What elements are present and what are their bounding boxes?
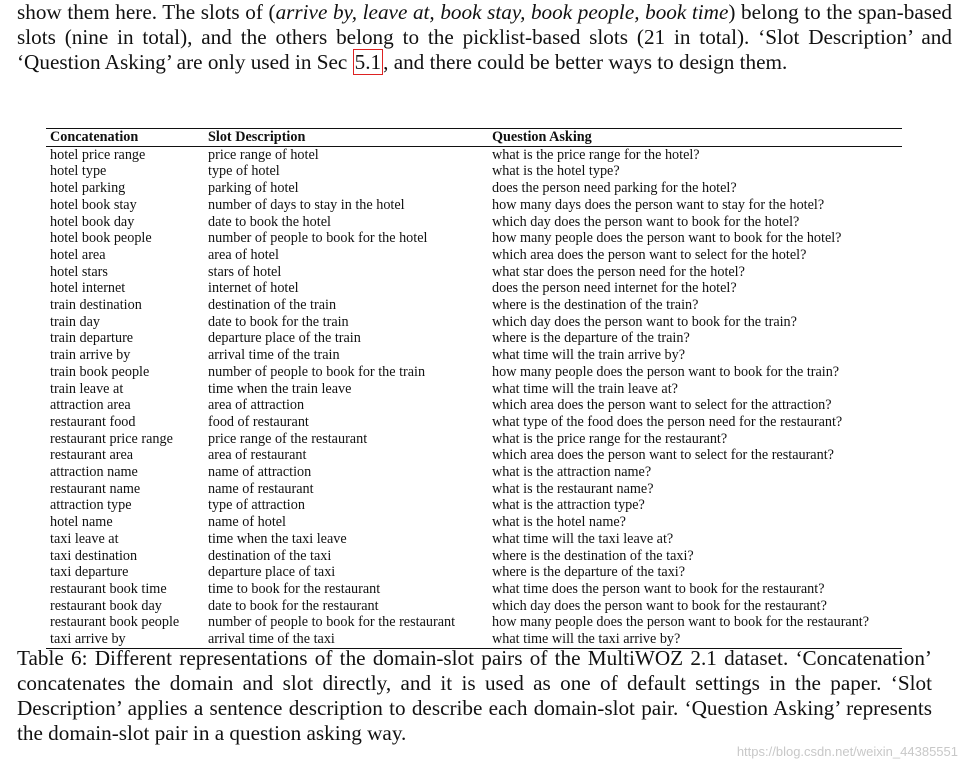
table-header-row xyxy=(46,129,902,147)
cell-question-asking: what is the price range for the hotel? xyxy=(492,146,700,163)
cell-question-asking: does the person need parking for the hotel? xyxy=(492,180,737,197)
cell-concatenation: restaurant area xyxy=(50,447,134,464)
cell-question-asking: what is the hotel name? xyxy=(492,514,626,531)
cell-slot-description: price range of the restaurant xyxy=(208,430,368,447)
header-slot-description: Slot Description xyxy=(204,129,488,147)
table-row xyxy=(46,514,902,531)
cell-slot-description: time when the taxi leave xyxy=(208,530,347,547)
cell-slot-description: destination of the taxi xyxy=(208,547,332,564)
watermark-url: https://blog.csdn.net/weixin_44385551 xyxy=(736,744,958,759)
cell-question-asking: how many people does the person want to book for the hotel? xyxy=(492,230,842,247)
cell-slot-description: arrival time of the taxi xyxy=(204,631,488,648)
table-row xyxy=(46,180,902,197)
cell-concatenation: train book people xyxy=(50,363,150,380)
cell-question-asking: where is the destination of the train? xyxy=(492,297,699,314)
cell-concatenation: train arrive by xyxy=(50,347,131,364)
cell-question-asking: how many people does the person want to book for the restaurant? xyxy=(492,614,870,631)
cell-question-asking: what is the restaurant name? xyxy=(492,480,654,497)
cell-slot-description: parking of hotel xyxy=(208,180,299,197)
intro-text-start: show them here. The slots of ( xyxy=(17,0,276,24)
table-row xyxy=(46,381,902,398)
cell-concatenation: attraction type xyxy=(50,497,132,514)
cell-concatenation: taxi destination xyxy=(50,547,138,564)
intro-paragraph xyxy=(17,0,952,75)
cell-slot-description: name of restaurant xyxy=(208,480,314,497)
header-concatenation: Concatenation xyxy=(46,129,204,147)
cell-slot-description: type of hotel xyxy=(208,163,280,180)
table-body xyxy=(46,146,902,648)
cell-question-asking: which area does the person want to select for the attraction? xyxy=(492,397,832,414)
table-row xyxy=(46,197,902,214)
cell-concatenation: restaurant book time xyxy=(50,580,167,597)
cell-concatenation: restaurant food xyxy=(50,413,136,430)
cell-concatenation: hotel parking xyxy=(50,180,126,197)
cell-concatenation: hotel book day xyxy=(50,213,135,230)
table-row xyxy=(46,247,902,264)
table-row xyxy=(46,447,902,464)
cell-question-asking: what is the attraction name? xyxy=(492,464,652,481)
cell-concatenation: train day xyxy=(50,313,101,330)
cell-slot-description: departure place of the train xyxy=(208,330,361,347)
table-row xyxy=(46,397,902,414)
table-row xyxy=(46,464,902,481)
cell-concatenation: hotel name xyxy=(50,514,113,531)
cell-question-asking: what is the hotel type? xyxy=(492,163,620,180)
cell-question-asking: what is the attraction type? xyxy=(492,497,645,514)
table-row xyxy=(46,414,902,431)
cell-slot-description: time to book for the restaurant xyxy=(208,580,381,597)
cell-slot-description: arrival time of the train xyxy=(208,347,340,364)
cell-concatenation: attraction name xyxy=(50,464,138,481)
cell-concatenation: hotel price range xyxy=(50,146,146,163)
cell-slot-description: number of people to book for the restaurant xyxy=(208,614,456,631)
slot-representation-table xyxy=(46,128,902,649)
cell-slot-description: date to book for the train xyxy=(208,313,349,330)
cell-concatenation: restaurant price range xyxy=(50,430,173,447)
cell-question-asking: what time will the taxi leave at? xyxy=(492,530,674,547)
table-row xyxy=(46,564,902,581)
cell-concatenation: train destination xyxy=(50,297,142,314)
table-row xyxy=(46,163,902,180)
cell-slot-description: type of attraction xyxy=(208,497,305,514)
cell-question-asking: does the person need internet for the hotel? xyxy=(492,280,737,297)
cell-question-asking: what time will the train arrive by? xyxy=(492,347,686,364)
cell-concatenation: restaurant name xyxy=(50,480,141,497)
cell-question-asking: which day does the person want to book for the hotel? xyxy=(492,213,800,230)
cell-slot-description: destination of the train xyxy=(208,297,337,314)
table-row xyxy=(46,481,902,498)
table-row xyxy=(46,614,902,631)
cell-concatenation: hotel area xyxy=(50,246,106,263)
table-row xyxy=(46,581,902,598)
table-row xyxy=(46,146,902,163)
cell-concatenation: attraction area xyxy=(50,397,131,414)
cell-slot-description: area of hotel xyxy=(208,246,279,263)
cell-question-asking: which day does the person want to book for the train? xyxy=(492,313,797,330)
cell-concatenation: restaurant book day xyxy=(50,597,162,614)
cell-question-asking: what star does the person need for the hotel? xyxy=(492,263,745,280)
table-row xyxy=(46,347,902,364)
cell-question-asking: which area does the person want to select for the hotel? xyxy=(492,246,807,263)
cell-concatenation: taxi leave at xyxy=(50,530,119,547)
cell-concatenation: train departure xyxy=(50,330,134,347)
cell-slot-description: food of restaurant xyxy=(208,413,309,430)
cell-concatenation: train leave at xyxy=(50,380,124,397)
cell-slot-description: area of restaurant xyxy=(208,447,307,464)
cell-slot-description: date to book the hotel xyxy=(208,213,331,230)
cell-slot-description: stars of hotel xyxy=(208,263,282,280)
cell-question-asking: where is the departure of the train? xyxy=(492,330,690,347)
cell-question-asking: what time will the taxi arrive by? xyxy=(488,631,902,648)
table-row xyxy=(46,548,902,565)
cell-slot-description: time when the train leave xyxy=(208,380,352,397)
table-row xyxy=(46,314,902,331)
cell-question-asking: how many people does the person want to book for the train? xyxy=(492,363,840,380)
table-row xyxy=(46,280,902,297)
intro-text-end: , and there could be better ways to design them. xyxy=(383,50,788,74)
cell-question-asking: what time will the train leave at? xyxy=(492,380,678,397)
table-row xyxy=(46,297,902,314)
cell-slot-description: price range of hotel xyxy=(208,146,319,163)
table-row xyxy=(46,598,902,615)
cell-concatenation: hotel internet xyxy=(50,280,126,297)
cell-question-asking: what time does the person want to book for the restaurant? xyxy=(492,580,825,597)
cell-slot-description: area of attraction xyxy=(208,397,305,414)
table-row xyxy=(46,431,902,448)
cell-concatenation: taxi arrive by xyxy=(46,631,204,648)
cell-question-asking: which day does the person want to book for the restaurant? xyxy=(492,597,827,614)
table-row xyxy=(46,230,902,247)
table-row xyxy=(46,214,902,231)
cell-question-asking: where is the destination of the taxi? xyxy=(492,547,694,564)
cell-slot-description: date to book for the restaurant xyxy=(208,597,379,614)
cell-concatenation: hotel type xyxy=(50,163,107,180)
cell-question-asking: what is the price range for the restaurant? xyxy=(492,430,728,447)
span-slot-list: arrive by, leave at, book stay, book people, book time xyxy=(275,0,729,24)
table-row xyxy=(46,264,902,281)
cell-concatenation: taxi departure xyxy=(50,564,129,581)
cell-slot-description: number of days to stay in the hotel xyxy=(208,196,405,213)
section-reference-link[interactable]: 5.1 xyxy=(354,50,382,74)
table-row xyxy=(46,531,902,548)
cell-concatenation: hotel stars xyxy=(50,263,108,280)
table-row xyxy=(46,364,902,381)
table-row xyxy=(46,330,902,347)
cell-concatenation: hotel book stay xyxy=(50,196,137,213)
header-question-asking: Question Asking xyxy=(488,129,902,147)
cell-slot-description: name of hotel xyxy=(208,514,287,531)
cell-slot-description: number of people to book for the hotel xyxy=(208,230,428,247)
cell-question-asking: what type of the food does the person need for the restaurant? xyxy=(492,413,843,430)
cell-question-asking: which area does the person want to select for the restaurant? xyxy=(492,447,834,464)
cell-question-asking: how many days does the person want to stay for the hotel? xyxy=(492,196,825,213)
cell-question-asking: where is the departure of the taxi? xyxy=(492,564,686,581)
cell-slot-description: name of attraction xyxy=(208,464,312,481)
intro-text-middle: ) belong to the span-based slots (nine in total), and the others belong to the picklist-based slots (21 in total). ‘Slot Description’ and ‘Question Asking’ are only used in Sec xyxy=(17,0,952,74)
cell-concatenation: restaurant book people xyxy=(50,614,180,631)
cell-concatenation: hotel book people xyxy=(50,230,152,247)
cell-slot-description: departure place of taxi xyxy=(208,564,336,581)
cell-slot-description: internet of hotel xyxy=(208,280,299,297)
table-row xyxy=(46,497,902,514)
table-caption: Table 6: Different representations of the domain-slot pairs of the MultiWOZ 2.1 dataset. ‘Concatenation’ concatenates the domain and slot directly, and it is used as one of default settings in the paper. ‘Slot Description’ applies a sentence description to describe each domain-slot pair. ‘Question Asking’ represents the domain-slot pair in a question asking way. xyxy=(17,646,932,745)
cell-slot-description: number of people to book for the train xyxy=(208,363,426,380)
